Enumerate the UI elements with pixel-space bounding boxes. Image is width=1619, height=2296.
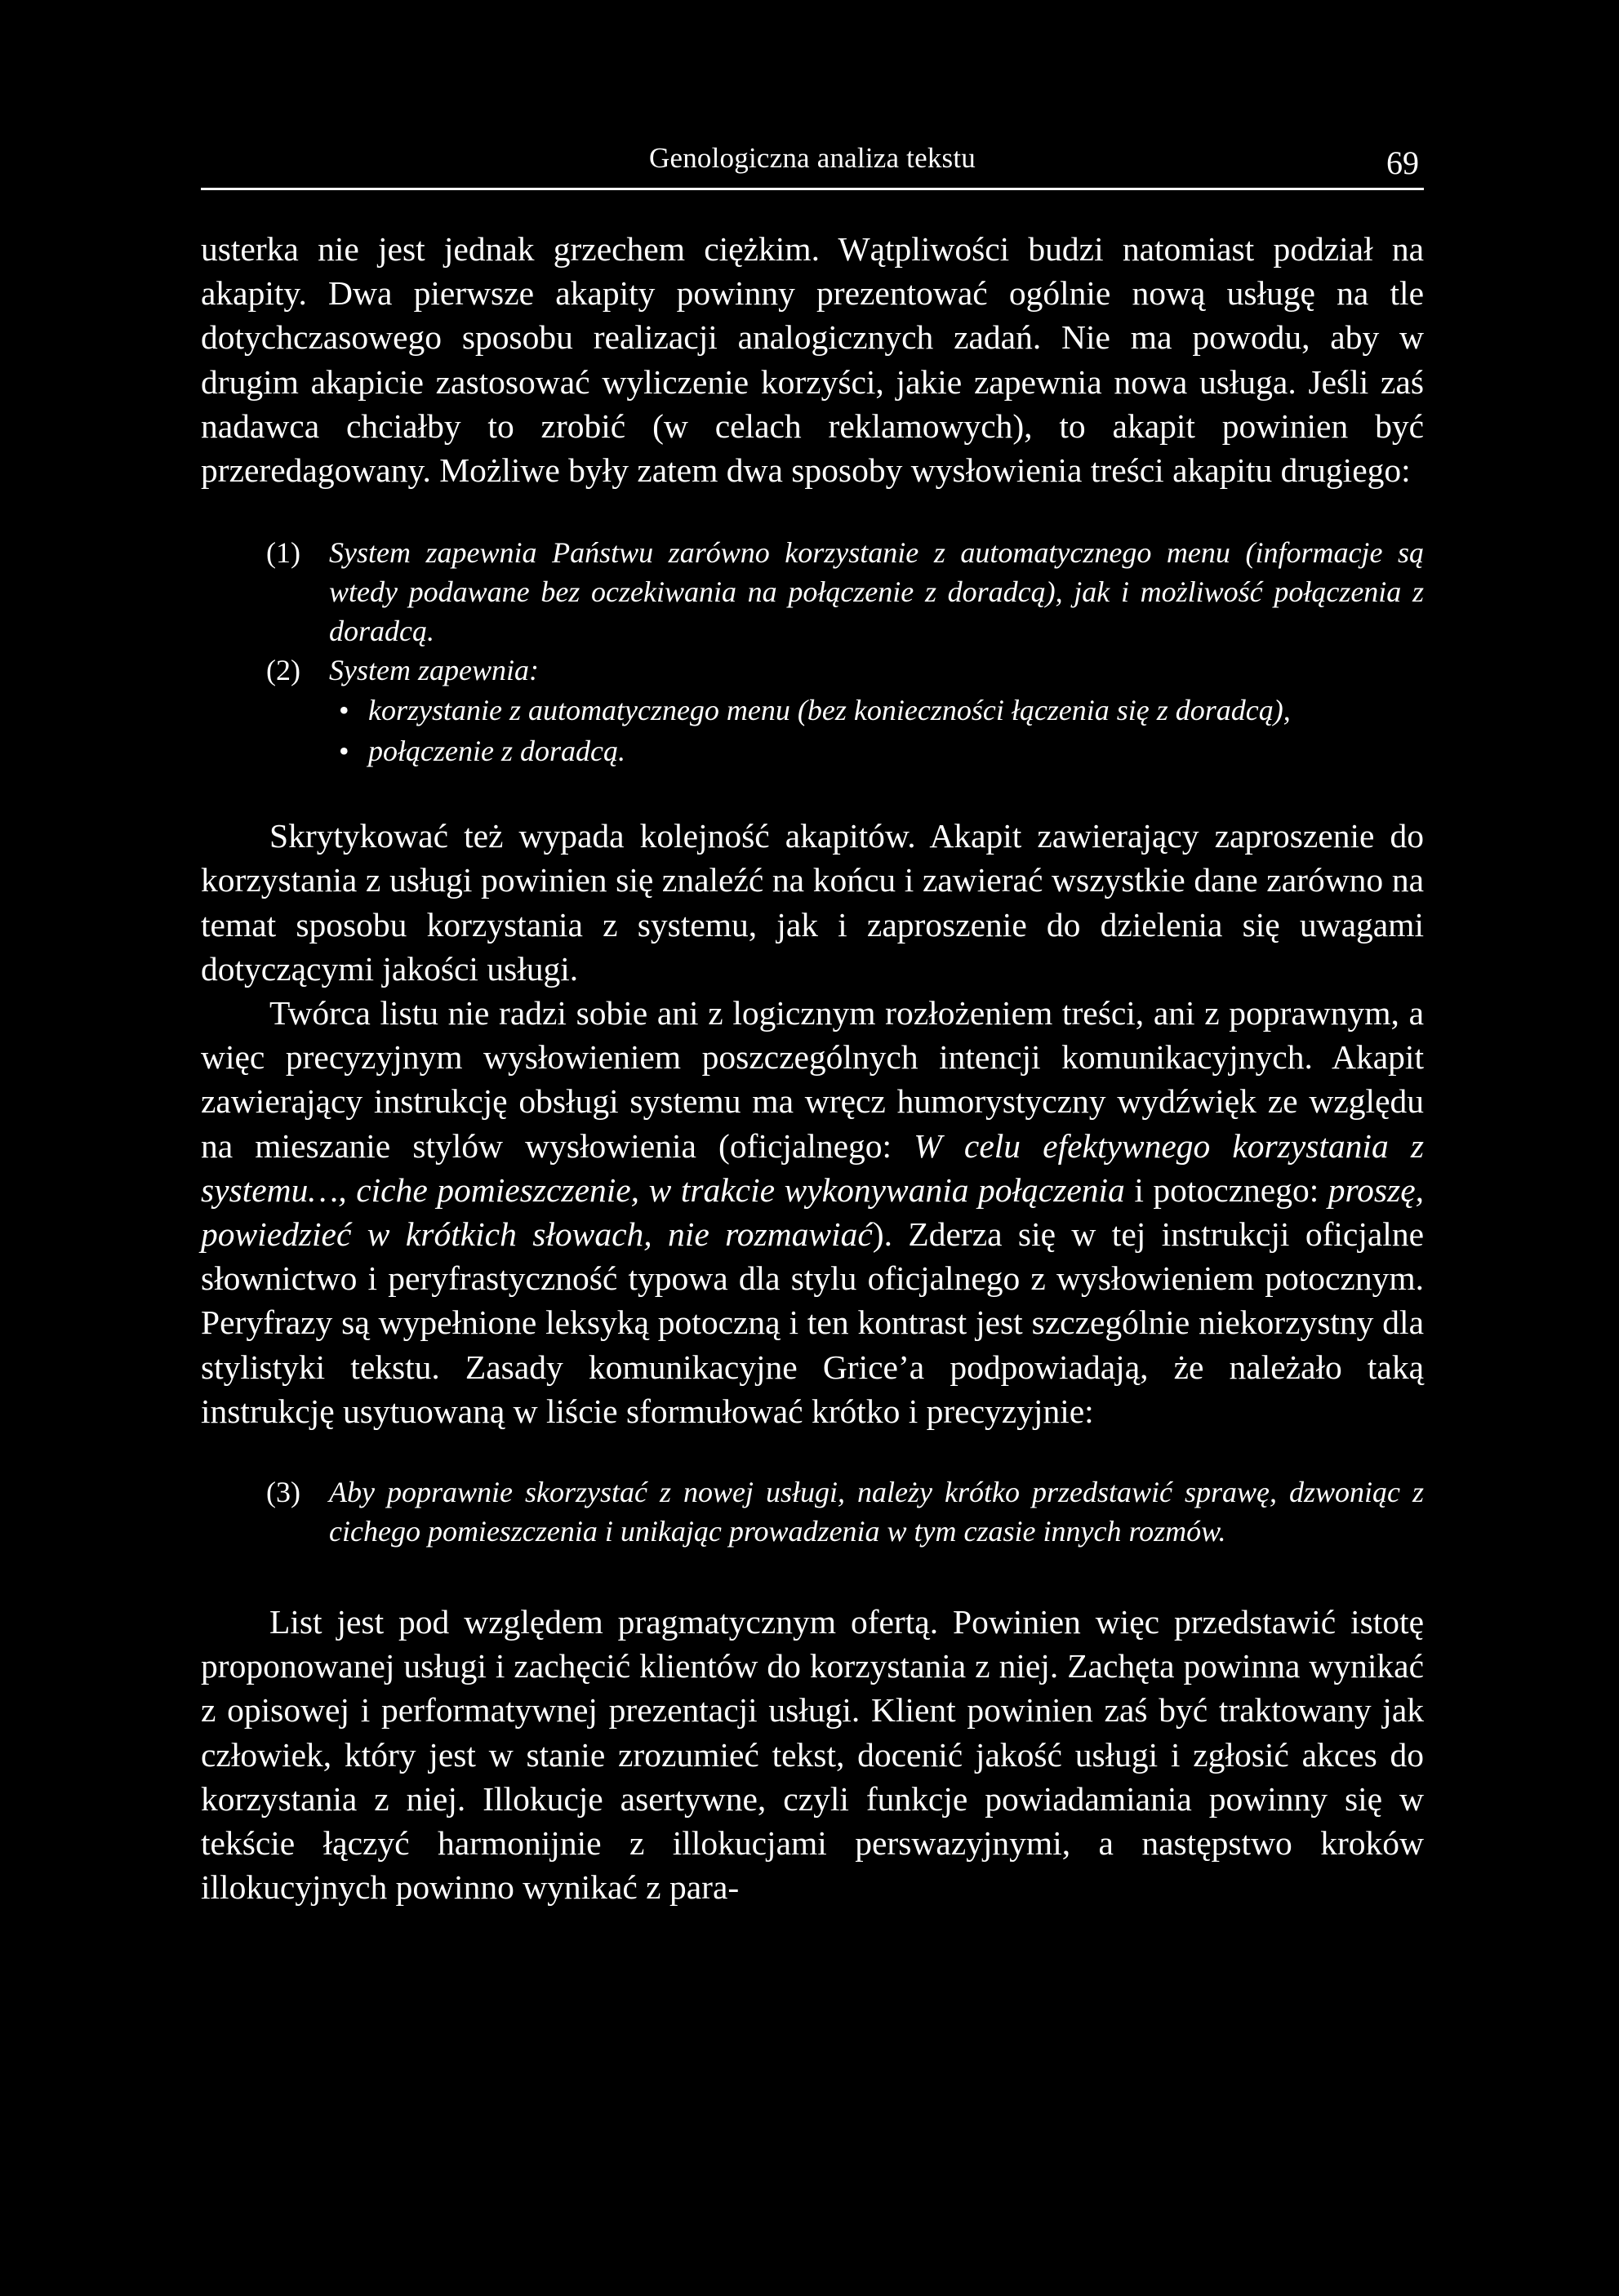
paragraph-4: List jest pod względem pragmatycznym ofertą. Powinien więc przedstawić istotę proponowanej usługi i zachęcić klientów do korzystania z niej. Zachęta powinna wynikać z opisowej i performatywnej prezentacji usługi. Klient powinien zaś być traktowany jak człowiek, który jest w stanie zrozumieć tekst, docenić jakość usługi i zgłosić akces do korzystania z niej. Illokucje asertywne, czyli funkcje powiadamiania powinny się w tekście łączyć harmonijnie z illokucjami perswazyjnymi, a następstwo kroków illokucyjnych powinno wynikać z para- — [201, 1603, 1424, 1907]
bullet-icon: • — [339, 735, 349, 768]
paragraph-3-italic-1: W celu efektywnego korzystania z systemu…, ciche pomieszczenie, w trakcie wykonywania połączenia — [201, 1126, 1424, 1209]
example-3-text: Aby poprawnie skorzystać z nowej usługi, należy krótko przedstawić sprawę, dzwoniąc z cichego pomieszczenia i unikając prowadzenia w tym czasie innych rozmów. — [329, 1476, 1424, 1548]
bullet-text: połączenie z doradcą. — [368, 735, 625, 768]
list-item — [329, 731, 1424, 771]
page-body — [201, 227, 1424, 1909]
example-1-text: System zapewnia Państwu zarówno korzystanie z automatycznego menu (informacje są wtedy podawane bez oczekiwania na połączenie z doradcą), jak i możliwość połączenia z doradcą. — [329, 536, 1424, 648]
paragraph-2: Skrytykować też wypada kolejność akapitów. Akapit zawierający zaproszenie do korzystania z usługi powinien się znaleźć na końcu i zawierać wszystkie dane zarówno na temat sposobu korzystania z systemu, jak i zaproszenie do dzielenia się uwagami dotyczącymi jakości usługi. — [201, 817, 1424, 988]
example-1-number: (1) — [266, 536, 300, 570]
running-header-title: Genologiczna analiza tekstu — [649, 142, 976, 174]
example-1 — [201, 533, 1424, 651]
page-number: 69 — [1386, 144, 1419, 181]
example-2-number: (2) — [266, 654, 300, 687]
example-3 — [201, 1472, 1424, 1551]
list-item — [329, 690, 1424, 731]
paragraph-3-part-3: ). Zderza się w tej instrukcji oficjalne słownictwo i peryfrastyczność typowa dla stylu oficjalnego z wysłowieniem potocznym. Peryfrazy są wypełnione leksyką potoczną i ten kontrast jest szczególnie niekorzystny dla stylistyki tekstu. Zasady komunikacyjne Grice’a podpowiadają, że należało taką instrukcję usytuowaną w liście sformułować krótko i precyzyjnie: — [201, 1215, 1425, 1430]
example-2-bullet-list — [201, 690, 1424, 771]
paragraph-1: usterka nie jest jednak grzechem ciężkim. Wątpliwości budzi natomiast podział na akapity. Dwa pierwsze akapity powinny prezentować ogólnie nową usługę na tle dotychczasowego sposobu realizacji analogicznych zadań. Nie ma powodu, aby w drugim akapicie zastosować wyliczenie korzyści, jakie zapewnia nowa usługa. Jeśli zaś nadawca chciałby to zrobić (w celach reklamowych), to akapit powinien być przeredagowany. Możliwe były zatem dwa sposoby wysłowienia treści akapitu drugiego: — [201, 230, 1424, 490]
bullet-text: korzystanie z automatycznego menu (bez konieczności łączenia się z doradcą), — [368, 694, 1291, 727]
bullet-icon: • — [339, 694, 349, 727]
paragraph-3-italic-2: proszę, powiedzieć w krótkich słowach, nie rozmawiać — [201, 1170, 1424, 1254]
paragraph-3 — [201, 991, 1424, 1433]
running-header — [201, 139, 1424, 190]
example-2-text: System zapewnia: — [329, 654, 539, 687]
example-3-number: (3) — [266, 1476, 300, 1509]
paragraph-3-part-1: Twórca listu nie radzi sobie ani z logicznym rozłożeniem treści, ani z poprawnym, a więc precyzyjnym wysłowieniem poszczególnych intencji komunikacyjnych. Akapit zawierający instrukcję obsługi systemu ma wręcz humorystyczny wydźwięk ze względu na mieszanie stylów wysłowienia (oficjalnego: — [201, 994, 1424, 1165]
example-2 — [201, 651, 1424, 690]
paragraph-3-part-2: i potocznego: — [1124, 1170, 1328, 1209]
